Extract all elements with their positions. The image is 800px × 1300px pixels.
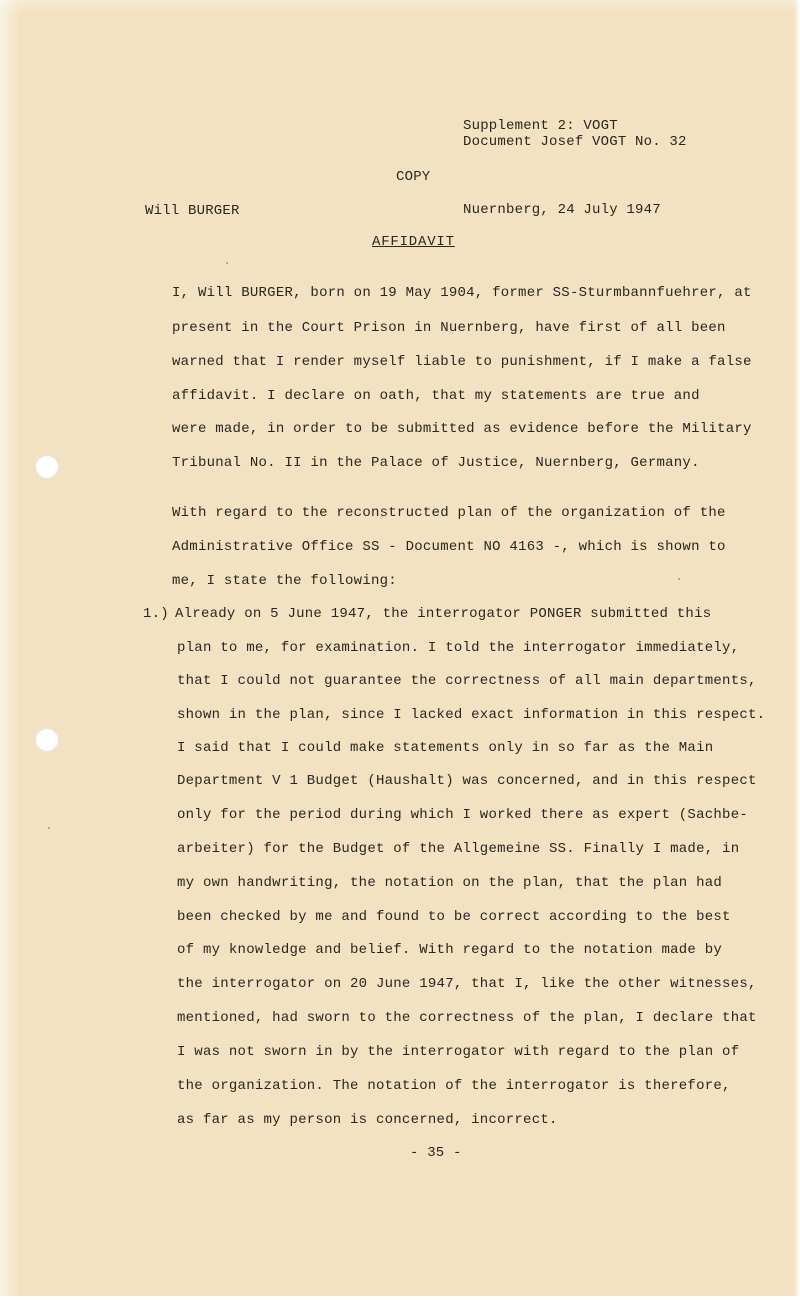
place-date: Nuernberg, 24 July 1947 — [463, 202, 661, 218]
punch-hole — [35, 728, 59, 752]
item-line: my own handwriting, the notation on the plan, that the plan had — [177, 875, 723, 891]
document-title: AFFIDAVIT — [372, 234, 455, 250]
page-edge-bottom — [0, 1296, 800, 1300]
item-line: been checked by me and found to be correct according to the best — [177, 909, 731, 925]
paragraph-line: Tribunal No. II in the Palace of Justice, Nuernberg, Germany. — [172, 455, 700, 471]
paragraph-line: present in the Court Prison in Nuernberg, have first of all been — [172, 320, 726, 336]
paragraph-line: I, Will BURGER, born on 19 May 1904, former SS-Sturmbannfuehrer, at — [172, 285, 752, 301]
paragraph-line: me, I state the following: — [172, 573, 397, 589]
paragraph-line: were made, in order to be submitted as evidence before the Military — [172, 421, 752, 437]
item-line: of my knowledge and belief. With regard to the notation made by — [177, 942, 723, 958]
item-line: that I could not guarantee the correctness of all main departments, — [177, 673, 757, 689]
paragraph-line: Administrative Office SS - Document NO 4163 -, which is shown to — [172, 539, 726, 555]
item-number: 1.) — [143, 606, 169, 622]
item-line: I said that I could make statements only in so far as the Main — [177, 740, 714, 756]
item-line: only for the period during which I worked there as expert (Sachbe- — [177, 807, 748, 823]
paragraph-line: warned that I render myself liable to punishment, if I make a false — [172, 354, 752, 370]
item-line: the interrogator on 20 June 1947, that I, like the other witnesses, — [177, 976, 757, 992]
supplement-label: Supplement 2: VOGT — [463, 118, 618, 134]
item-line: shown in the plan, since I lacked exact information in this respect. — [177, 707, 766, 723]
item-line: Department V 1 Budget (Haushalt) was concerned, and in this respect — [177, 773, 757, 789]
document-reference: Document Josef VOGT No. 32 — [463, 134, 687, 150]
item-line: mentioned, had sworn to the correctness of the plan, I declare that — [177, 1010, 757, 1026]
item-line: Already on 5 June 1947, the interrogator PONGER submitted this — [175, 606, 712, 622]
item-line: the organization. The notation of the interrogator is therefore, — [177, 1078, 731, 1094]
item-line: plan to me, for examination. I told the interrogator immediately, — [177, 640, 740, 656]
paper-speck — [678, 578, 680, 580]
item-line: arbeiter) for the Budget of the Allgemeine SS. Finally I made, in — [177, 841, 740, 857]
page-edge — [794, 0, 800, 1300]
item-line: I was not sworn in by the interrogator with regard to the plan of — [177, 1044, 740, 1060]
page-number: - 35 - — [410, 1145, 462, 1161]
item-line: as far as my person is concerned, incorrect. — [177, 1112, 558, 1128]
copy-label: COPY — [396, 169, 431, 185]
paragraph-line: affidavit. I declare on oath, that my statements are true and — [172, 388, 700, 404]
paper-speck — [226, 262, 228, 264]
paper-speck — [48, 827, 50, 829]
punch-hole — [35, 455, 59, 479]
paragraph-line: With regard to the reconstructed plan of the organization of the — [172, 505, 726, 521]
author-name: Will BURGER — [145, 203, 240, 219]
